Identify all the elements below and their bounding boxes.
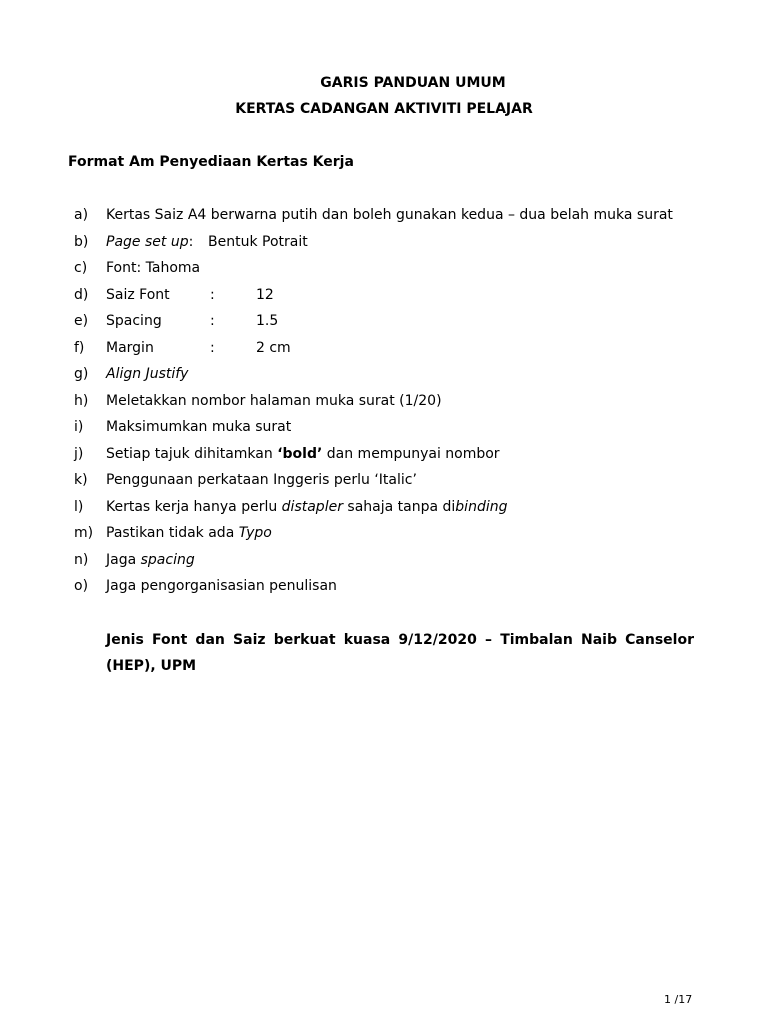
list-marker: o) <box>74 578 89 594</box>
list-item-colon: : <box>210 286 215 303</box>
list-item-text: Pastikan tidak ada <box>106 525 239 541</box>
list-marker: i) <box>74 419 84 435</box>
list-item-value: 12 <box>256 286 274 303</box>
list-marker: a) <box>74 207 89 223</box>
list-marker: m) <box>74 525 94 541</box>
section-heading: Format Am Penyediaan Kertas Kerja <box>68 154 354 170</box>
list-item-label: Saiz Font <box>106 286 170 303</box>
list-marker: n) <box>74 551 89 568</box>
list-item-value: 1.5 <box>256 313 279 329</box>
list-item-label: Page set up <box>106 233 189 250</box>
list-item-text: Align Justify <box>106 366 189 382</box>
list-item-colon: : <box>210 313 215 329</box>
list-item-content <box>106 286 274 304</box>
list-item-content <box>106 339 291 357</box>
list-item-colon: : <box>188 233 194 250</box>
list-item-text: Maksimumkan muka surat <box>106 419 292 435</box>
list-item-content <box>106 498 507 516</box>
list-marker: c) <box>74 260 88 276</box>
list-item-italic-text: binding <box>455 498 508 515</box>
list-item-label: Margin <box>106 339 154 356</box>
list-item-bold-text: ‘bold’ <box>277 445 323 462</box>
list-item-content <box>106 312 278 330</box>
list-item-content <box>106 551 195 569</box>
document-title-line1: GARIS PANDUAN UMUM <box>320 75 506 91</box>
list-item-value: 2 cm <box>256 339 291 356</box>
list-item-text: Meletakkan nombor halaman muka surat (1/20) <box>106 392 442 409</box>
list-marker: l) <box>74 498 84 515</box>
list-item-text: Kertas kerja hanya perlu <box>106 498 282 515</box>
list-item-label: Spacing <box>106 313 162 329</box>
list-marker: h) <box>74 392 89 409</box>
list-item-text: Kertas Saiz A4 berwarna putih dan boleh gunakan kedua – dua belah muka surat <box>106 207 673 223</box>
list-marker: f) <box>74 339 85 356</box>
list-item-text: dan mempunyai nombor <box>322 445 500 462</box>
list-marker: e) <box>74 313 89 329</box>
list-marker: j) <box>74 445 84 462</box>
list-item-content <box>106 524 272 542</box>
list-item-italic-text: distapler <box>281 498 343 515</box>
list-item-text: Setiap tajuk dihitamkan <box>106 445 278 462</box>
list-item-content <box>106 445 500 463</box>
document-title-line2: KERTAS CADANGAN AKTIVITI PELAJAR <box>235 101 533 117</box>
list-item-text: sahaja tanpa di <box>342 498 456 515</box>
list-item-italic-text: Typo <box>238 525 272 541</box>
authority-note: Jenis Font dan Saiz berkuat kuasa 9/12/2020 – Timbalan Naib Canselor (HEP), UPM <box>106 632 694 674</box>
list-item-content <box>106 233 308 251</box>
list-item-text: Penggunaan perkataan Inggeris perlu ‘Italic’ <box>106 472 417 488</box>
list-marker: k) <box>74 472 88 488</box>
list-item-italic-text: spacing <box>140 551 195 568</box>
list-marker: g) <box>74 366 89 382</box>
list-marker: d) <box>74 286 89 303</box>
list-item-text: Jaga pengorganisasian penulisan <box>106 578 337 594</box>
list-item-text: Jaga <box>106 551 141 568</box>
list-marker: b) <box>74 233 89 250</box>
list-item-value: Bentuk Potrait <box>208 233 308 250</box>
list-item-text: Font: Tahoma <box>106 260 201 276</box>
page-number: 1 /17 <box>664 993 693 1006</box>
list-item-colon: : <box>210 339 215 356</box>
